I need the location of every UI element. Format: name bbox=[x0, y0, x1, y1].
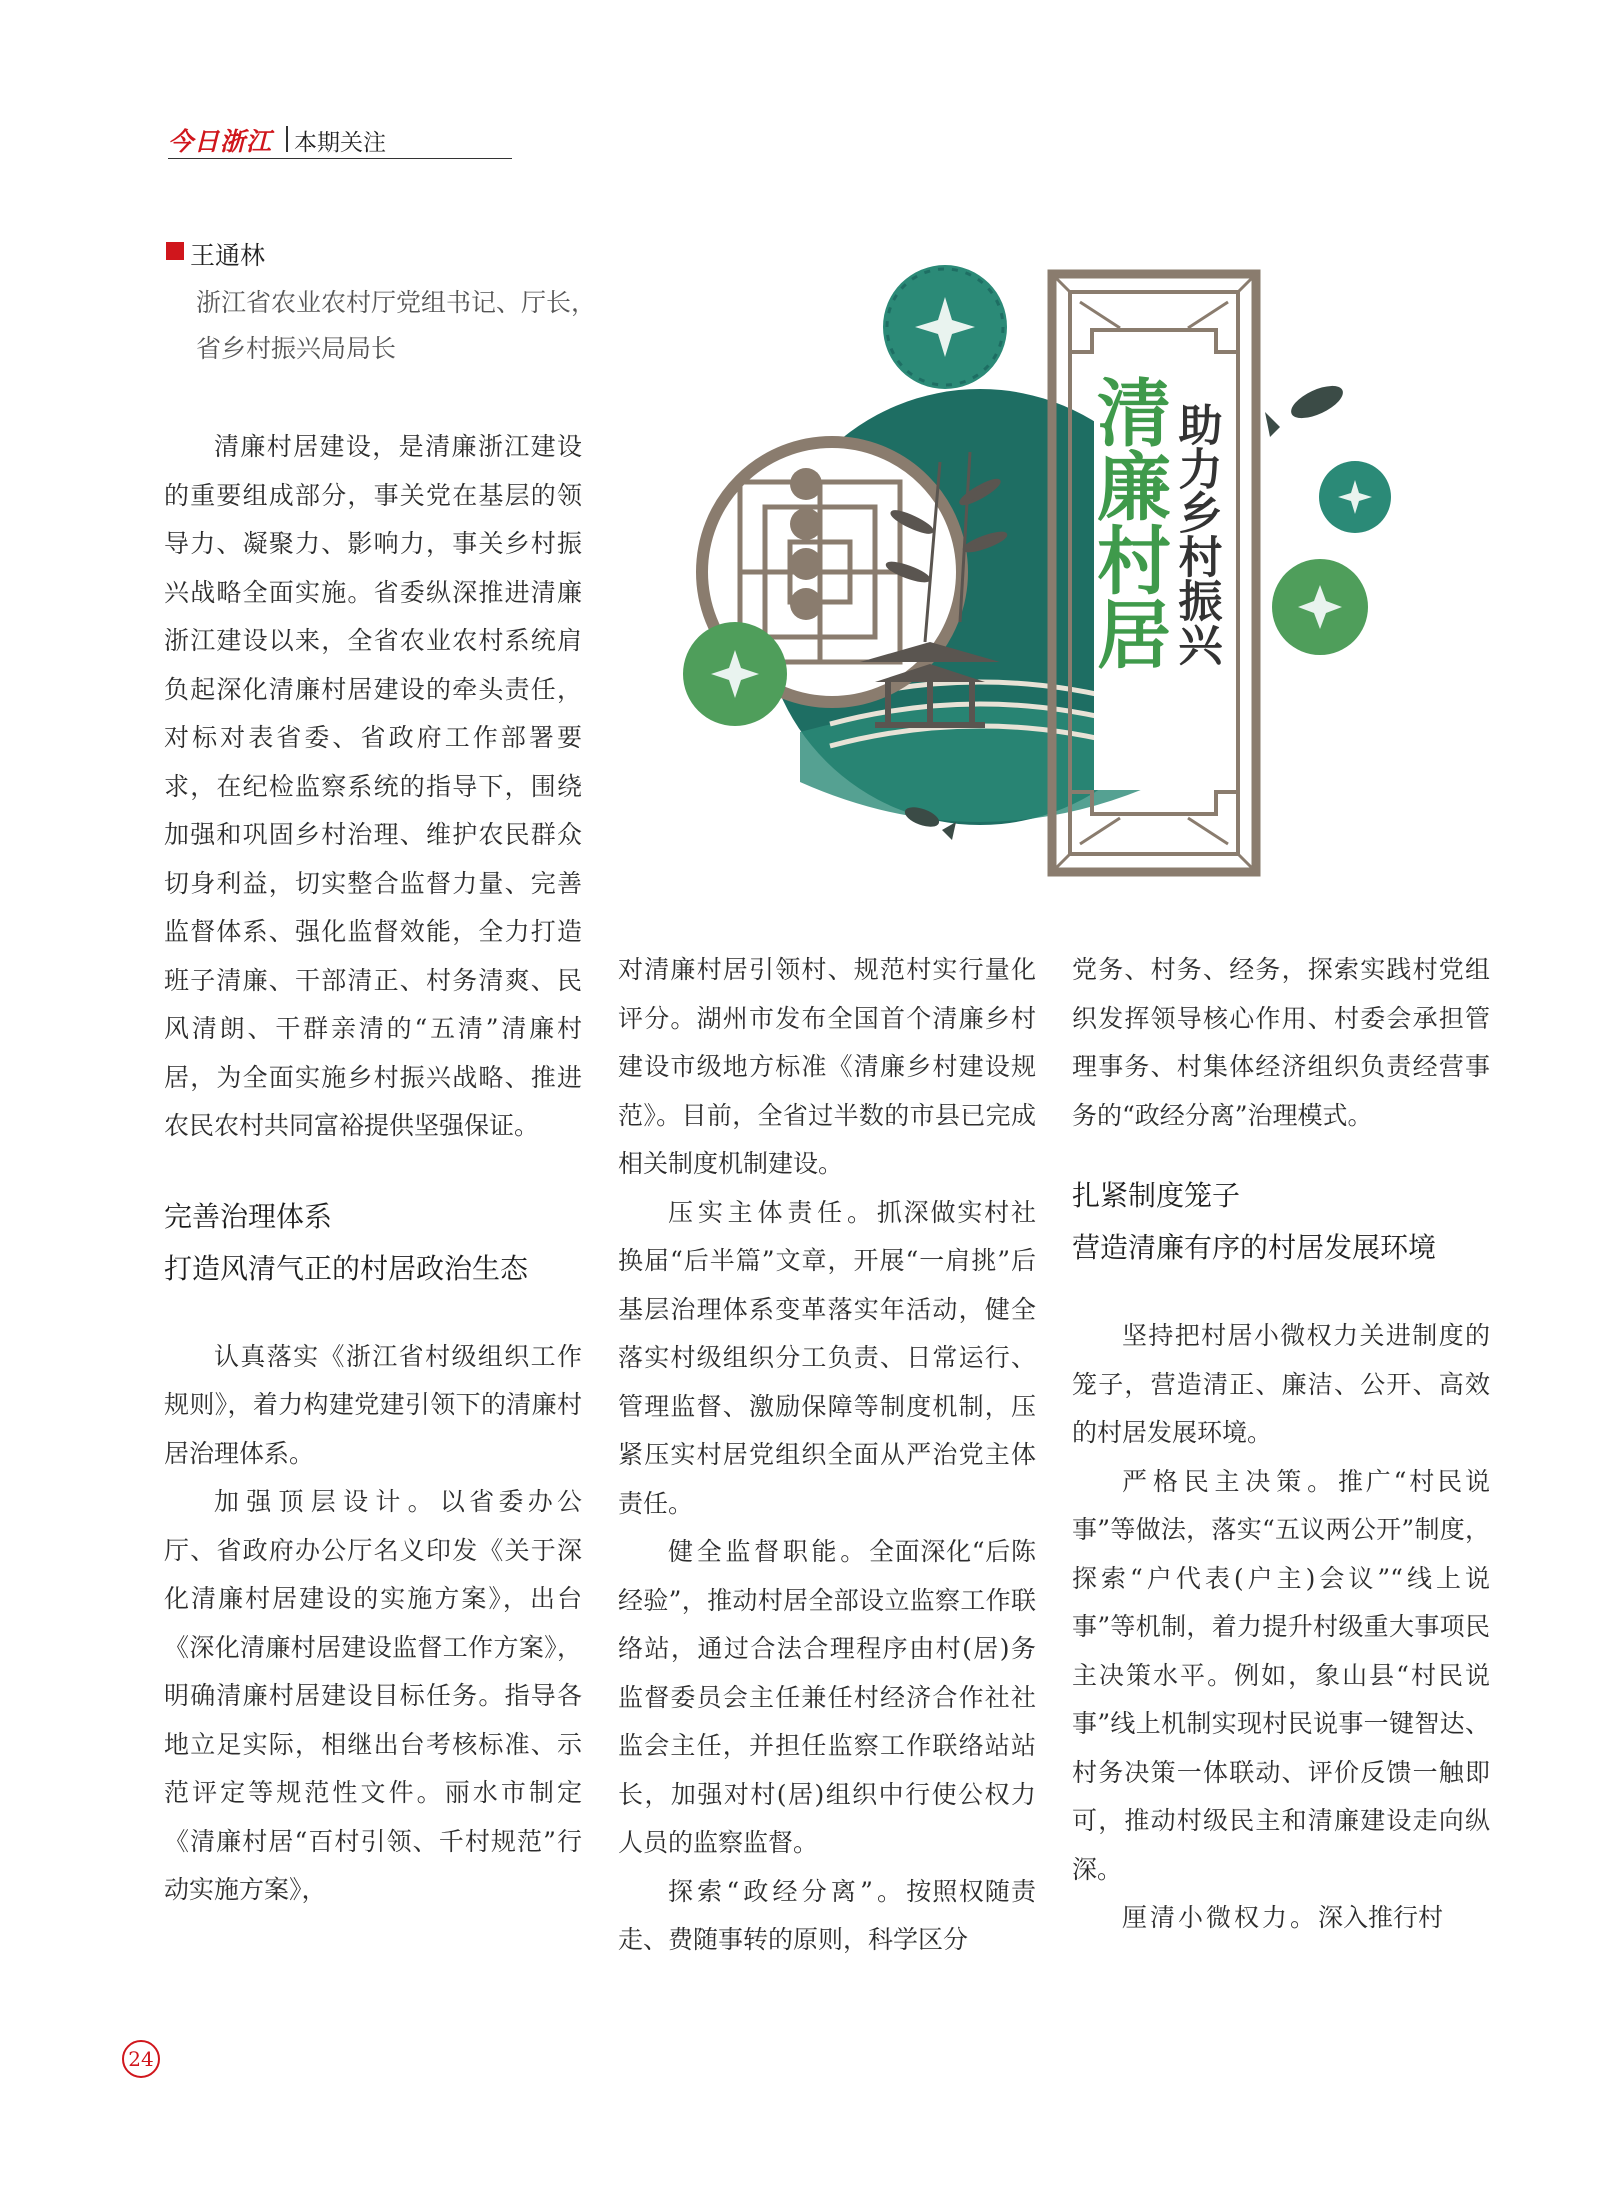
author-title-line: 省乡村振兴局局长 bbox=[196, 334, 397, 363]
section-heading-line: 完善治理体系 bbox=[164, 1199, 333, 1233]
intro-paragraph: 清廉村居建设，是清廉浙江建设的重要组成部分，事关党在基层的领导力、凝聚力、影响力，事关乡村振兴战略全面实施。省委纵深推进清廉浙江建设以来，全省农业农村系统肩负起深化清廉村居建设的牵头责任，对标对表省委、省政府工作部署要求，在纪检监察系统的指导下，围绕加强和巩固乡村治理、维护农民群众切身利益，切实整合监督力量、完善监督体系、强化监督效能，全力打造班子清廉、干部清正、村务清爽、民风清朗、干群亲清的“五清”清廉村居，为全面实施乡村振兴战略、推进农民农村共同富裕提供坚强保证。 bbox=[164, 432, 582, 1140]
paragraph-lead: 压实主体责任。 bbox=[668, 1197, 877, 1227]
section-heading bbox=[1072, 1170, 1490, 1274]
section-title: 本期关注 bbox=[294, 130, 386, 156]
paragraph-text: 推广“村民说事”等做法，落实“五议两公开”制度，探索“户代表(户主)会议”“线上说事”等机制，着力提升村级重大事项民主决策水平。例如，象山县“村民说事”线上机制实现村民说事一键智达、村务决策一体联动、评价反馈一触即可，推动村级民主和清廉建设走向纵深。 bbox=[1072, 1466, 1490, 1884]
paragraph-text: 深入推行村 bbox=[1318, 1903, 1444, 1932]
body-paragraph: 坚持把村居小微权力关进制度的笼子，营造清正、廉洁、公开、高效的村居发展环境。 bbox=[1072, 1321, 1490, 1447]
paragraph-lead: 探索“政经分离”。 bbox=[668, 1876, 907, 1906]
section-heading-line: 营造清廉有序的村居发展环境 bbox=[1072, 1231, 1437, 1264]
masthead-divider bbox=[286, 126, 288, 152]
paragraph-lead: 加强顶层设计。 bbox=[214, 1487, 440, 1516]
hero-title-sub: 助力乡村振兴 bbox=[1170, 402, 1222, 666]
paragraph-text: 抓深做实村社换届“后半篇”文章，开展“一肩挑”后基层治理体系变革落实年活动，健全落实村级组织分工负责、日常运行、管理监督、激励保障等制度机制，压紧压实村居党组织全面从严治党主体责任。 bbox=[618, 1197, 1036, 1518]
body-paragraph bbox=[618, 1528, 1036, 1868]
body-paragraph: 认真落实《浙江省村级组织工作规则》，着力构建党建引领下的清廉村居治理体系。 bbox=[164, 1341, 582, 1468]
lotus-leaf-icon bbox=[1319, 461, 1391, 533]
author-title bbox=[196, 280, 616, 372]
article-column-3 bbox=[1072, 946, 1490, 1943]
section-heading-line: 打造风清气正的村居政治生态 bbox=[164, 1251, 529, 1285]
hero-title-main: 清廉村居 bbox=[1085, 374, 1171, 670]
body-paragraph bbox=[618, 1868, 1036, 1965]
body-paragraph bbox=[1072, 1894, 1490, 1943]
paragraph-text: 全面深化“后陈经验”，推动村居全部设立监察工作联络站，通过合法合理程序由村(居)务监督委员会主任兼任村经济合作社社监会主任，并担任监察工作联络站站长，加强对村(居)组织中行使公权力人员的监察监督。 bbox=[618, 1537, 1036, 1857]
magazine-logo: 今日浙江 bbox=[168, 127, 273, 156]
masthead bbox=[168, 122, 512, 159]
body-paragraph: 对清廉村居引领村、规范村实行量化评分。湖州市发布全国首个清廉乡村建设市级地方标准《清廉乡村建设规范》。目前，全省过半数的市县已完成相关制度机制建设。 bbox=[618, 955, 1036, 1178]
author-name: 王通林 bbox=[190, 241, 266, 270]
paragraph-text: 以省委办公厅、省政府办公厅名义印发《关于深化清廉村居建设的实施方案》，出台《深化清廉村居建设监督工作方案》，明确清廉村居建设目标任务。指导各地立足实际，相继出台考核标准、示范评定等规范性文件。丽水市制定《清廉村居“百村引领、千村规范”行动实施方案》， bbox=[164, 1487, 582, 1904]
fish-icon bbox=[1265, 379, 1347, 437]
lotus-leaf-icon bbox=[683, 622, 787, 726]
paragraph-lead: 厘清小微权力。 bbox=[1122, 1903, 1319, 1932]
paragraph-lead: 健全监督职能。 bbox=[668, 1537, 869, 1566]
article-column-2 bbox=[618, 946, 1036, 1965]
page-number: 24 bbox=[122, 2040, 160, 2078]
body-paragraph bbox=[1072, 1458, 1490, 1895]
body-paragraph bbox=[164, 1478, 582, 1915]
paragraph-text: 按照权随责走、费随事转的原则，科学区分 bbox=[618, 1876, 1036, 1954]
section-heading bbox=[164, 1191, 582, 1295]
author-title-line: 浙江省农业农村厅党组书记、厅长， bbox=[196, 288, 597, 317]
paragraph-lead: 严格民主决策。 bbox=[1122, 1466, 1338, 1496]
body-paragraph: 党务、村务、经务，探索实践村党组织发挥领导核心作用、村委会承担管理事务、村集体经济组织负责经营事务的“政经分离”治理模式。 bbox=[1072, 955, 1490, 1130]
article-column-1 bbox=[164, 423, 582, 1915]
hero-illustration bbox=[680, 262, 1400, 882]
section-heading-line: 扎紧制度笼子 bbox=[1072, 1179, 1241, 1212]
red-square-marker bbox=[166, 242, 184, 260]
lotus-leaf-icon bbox=[1272, 559, 1368, 655]
lotus-leaf-icon bbox=[883, 265, 1007, 389]
body-paragraph bbox=[618, 1189, 1036, 1529]
